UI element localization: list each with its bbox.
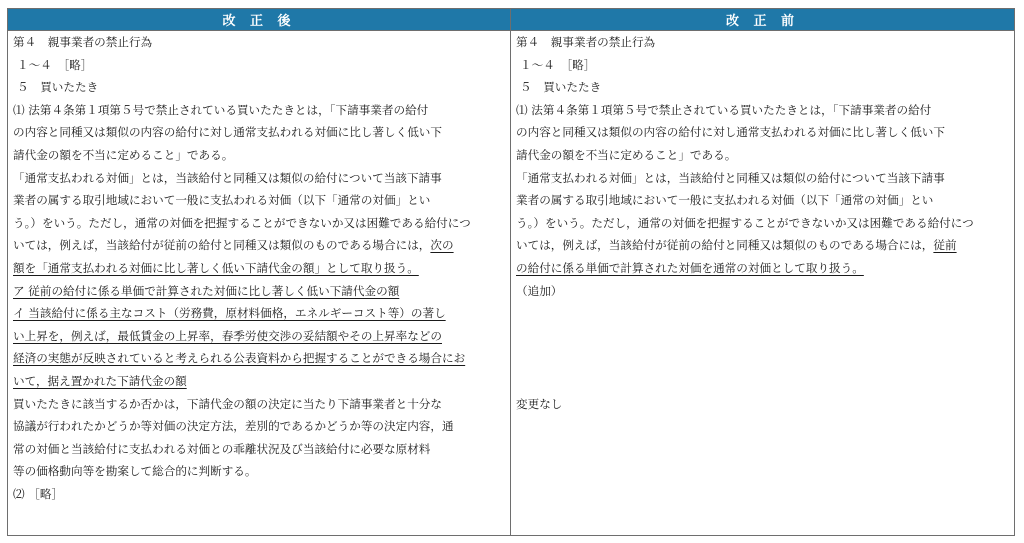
text-line: 請代金の額を不当に定めること」である。 <box>516 147 737 162</box>
text-line <box>13 234 506 257</box>
text-line: 第４ 親事業者の禁止行為 <box>13 35 153 49</box>
text-line: 第４ 親事業者の禁止行為 <box>516 35 656 49</box>
text-line: う。）をいう。ただし，通常の対価を把握することができないか又は困難である給付につ <box>516 215 974 230</box>
header-after-revision: 改 正 後 <box>8 9 511 31</box>
table-body-row <box>8 31 1014 535</box>
text-line: １～４ ［略］ <box>520 57 596 72</box>
amended-text-line: 額を「通常支払われる対価に比し著しく低い下請代金の額」として取り扱う。 <box>13 260 419 275</box>
text-line: 協議が行われたかどうか等対価の決定方法，差別的であるかどうか等の決定内容，通 <box>13 419 454 434</box>
text-line: の内容と同種又は類似の内容の給付に対し通常支払われる対価に比し著しく低い下 <box>13 125 442 140</box>
text-line: う。）をいう。ただし，通常の対価を把握することができないか又は困難である給付につ <box>13 215 471 230</box>
text-line: の内容と同種又は類似の内容の給付に対し通常支払われる対価に比し著しく低い下 <box>516 125 945 140</box>
text-segment: いては，例えば，当該給付が従前の給付と同種又は類似のものである場合には， <box>516 238 934 253</box>
header-before-revision: 改 正 前 <box>511 9 1014 31</box>
text-line: 業者の属する取引地域において一般に支払われる対価（以下「通常の対価」とい <box>516 193 934 208</box>
after-revision-text <box>8 31 511 535</box>
text-line: 買いたたきに該当するか否かは，下請代金の額の決定に当たり下請事業者と十分な <box>13 396 442 411</box>
text-line: ５ 買いたたき <box>520 80 602 95</box>
amended-text-line: ア 従前の給付に係る単価で計算された対価に比し著しく低い下請代金の額 <box>13 283 400 298</box>
text-line: ５ 買いたたき <box>17 80 99 95</box>
text-line: ⑴ 法第４条第１項第５号で禁止されている買いたたきとは，「下請事業者の給付 <box>13 102 429 117</box>
amended-text-segment: 従前 <box>933 238 957 253</box>
text-segment: いては，例えば，当該給付が従前の給付と同種又は類似のものである場合には， <box>13 238 431 253</box>
amended-text-segment: 次の <box>430 238 454 253</box>
amended-text-line: い上昇を，例えば，最低賃金の上昇率，春季労使交渉の妥結額やその上昇率などの <box>13 328 442 343</box>
text-line: ⑵ ［略］ <box>13 486 64 501</box>
text-line: （追加） <box>516 283 563 298</box>
amended-text-line: 経済の実態が反映されていると考えられる公表資料から把握することができる場合にお <box>13 351 466 366</box>
amended-text-line: イ 当該給付に係る主なコスト（労務費，原材料価格，エネルギーコスト等）の著し <box>13 306 446 321</box>
text-line: 業者の属する取引地域において一般に支払われる対価（以下「通常の対価」とい <box>13 193 431 208</box>
amended-text-line: の給付に係る単価で計算された対価を通常の対価として取り扱う。 <box>516 260 864 275</box>
text-line <box>516 234 1010 257</box>
table-header-row <box>8 9 1014 31</box>
text-line: 請代金の額を不当に定めること」である。 <box>13 147 234 162</box>
text-line: １～４ ［略］ <box>17 57 93 72</box>
amended-text-line: いて，据え置かれた下請代金の額 <box>13 373 187 388</box>
text-line: 「通常支払われる対価」とは，当該給付と同種又は類似の給付について当該下請事 <box>13 170 442 185</box>
text-line: ⑴ 法第４条第１項第５号で禁止されている買いたたきとは，「下請事業者の給付 <box>516 102 932 117</box>
text-line: 常の対価と当該給付に支払われる対価との乖離状況及び当該給付に必要な原材料 <box>13 441 431 456</box>
text-line: 「通常支払われる対価」とは，当該給付と同種又は類似の給付について当該下請事 <box>516 170 945 185</box>
before-revision-text <box>511 31 1014 535</box>
comparison-table <box>7 8 1015 536</box>
text-line: 変更なし <box>516 396 563 411</box>
text-line: 等の価格動向等を勘案して総合的に判断する。 <box>13 464 257 479</box>
